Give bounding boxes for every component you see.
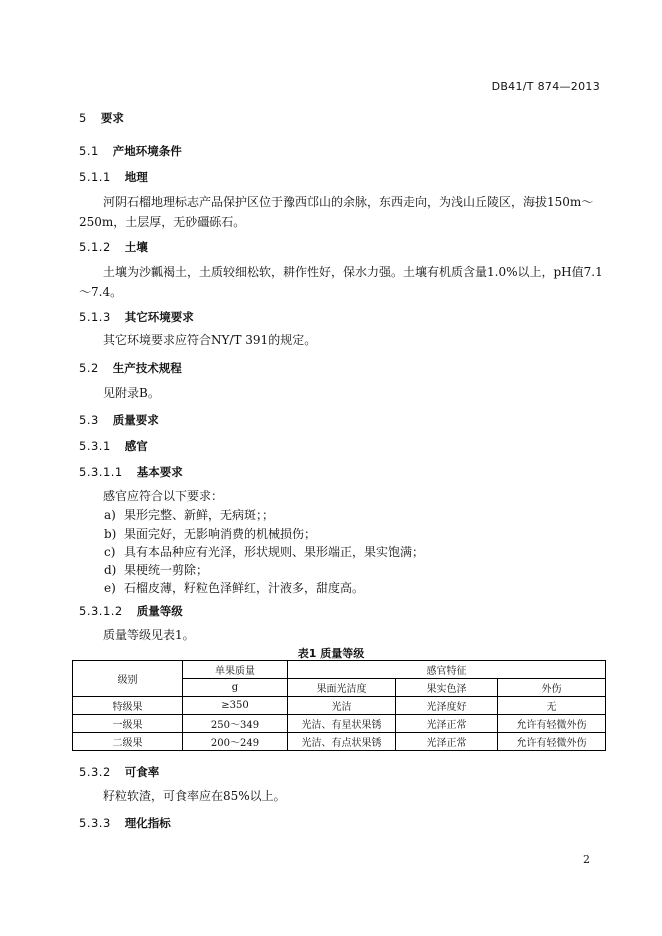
header-weight-unit: g	[183, 679, 288, 697]
header-gloss: 果面光洁度	[288, 679, 396, 697]
list-item	[104, 543, 424, 560]
list-item	[104, 525, 316, 542]
table-row	[73, 715, 606, 733]
header-weight: 单果质量	[183, 661, 288, 679]
heading-5-3-2	[79, 764, 159, 780]
table-row	[73, 733, 606, 751]
list-text: 具有本品种应有光泽，形状规则、果形端正，果实饱满；	[124, 545, 425, 559]
heading-title: 质量等级	[136, 604, 183, 618]
cell-color: 光泽度好	[396, 697, 498, 715]
heading-5-3	[79, 412, 159, 428]
heading-title: 要求	[100, 111, 124, 125]
list-marker: c)	[104, 545, 116, 559]
list-text: 果形完整、新鲜，无病斑；；	[124, 508, 275, 522]
paragraph-grade-ref: 质量等级见表1。	[103, 628, 195, 642]
paragraph-edible-rate: 籽粒软渣，可食率应在85%以上。	[103, 789, 286, 803]
cell-grade: 一级果	[73, 715, 183, 733]
list-text: 果梗统一剪除；	[124, 563, 209, 577]
table-header-row	[73, 661, 606, 679]
paragraph-technical-regulations: 见附录B。	[103, 386, 160, 400]
cell-injury: 无	[498, 697, 606, 715]
cell-gloss: 光洁	[288, 697, 396, 715]
paragraph-other-environment: 其它环境要求应符合NY/T 391的规定。	[103, 333, 317, 347]
list-text: 果面完好，无影响消费的机械损伤；	[124, 527, 317, 541]
paragraph-soil: 土壤为沙瓤褐土，土质较细松软，耕作性好，保水力强。土壤有机质含量1.0%以上，pH值7.1 ～7.4。	[79, 265, 603, 299]
heading-number: 5.1.1	[79, 170, 111, 184]
cell-grade: 特级果	[73, 697, 183, 715]
header-sensory: 感官特征	[288, 661, 606, 679]
cell-weight: 200～249	[183, 733, 288, 751]
heading-number: 5.3.1.2	[79, 604, 123, 618]
cell-grade: 二级果	[73, 733, 183, 751]
heading-number: 5.3.1.1	[79, 465, 123, 479]
heading-title: 生产技术规程	[112, 361, 182, 375]
table-row	[73, 697, 606, 715]
cell-gloss: 光洁、有点状果锈	[288, 733, 396, 751]
list-item	[104, 506, 274, 523]
heading-number: 5.1.3	[79, 310, 111, 324]
list-item	[104, 561, 208, 578]
heading-title: 质量要求	[112, 413, 159, 427]
cell-injury: 允许有轻微外伤	[498, 733, 606, 751]
page-number: 2	[583, 853, 590, 866]
header-color: 果实色泽	[396, 679, 498, 697]
heading-title: 理化指标	[124, 816, 171, 830]
heading-number: 5.3.3	[79, 816, 111, 830]
heading-5-1-1	[79, 169, 148, 185]
paragraph-geography: 河阴石榴地理标志产品保护区位于豫西邙山的余脉，东西走向，为浅山丘陵区，海拔150m～250m，土层厚，无砂礓砾石。	[79, 195, 594, 229]
list-marker: b)	[104, 527, 117, 541]
heading-5-1	[79, 143, 182, 159]
heading-title: 感官	[124, 439, 148, 453]
heading-number: 5.2	[79, 361, 99, 375]
cell-weight: ≥350	[183, 697, 288, 715]
header-injury: 外伤	[498, 679, 606, 697]
heading-number: 5.3.2	[79, 765, 111, 779]
cell-color: 光泽正常	[396, 715, 498, 733]
heading-title: 地理	[124, 170, 148, 184]
heading-title: 土壤	[124, 240, 148, 254]
heading-5-3-1-1	[79, 464, 183, 480]
cell-weight: 250～349	[183, 715, 288, 733]
heading-5-1-2	[79, 239, 148, 255]
heading-number: 5.1.2	[79, 240, 111, 254]
heading-number: 5.1	[79, 144, 99, 158]
heading-5-3-1-2	[79, 603, 183, 619]
header-grade: 级别	[73, 661, 183, 697]
cell-injury: 允许有轻微外伤	[498, 715, 606, 733]
cell-color: 光泽正常	[396, 733, 498, 751]
heading-number: 5.3	[79, 413, 99, 427]
heading-title: 产地环境条件	[112, 144, 182, 158]
list-marker: d)	[104, 563, 117, 577]
list-item	[104, 579, 364, 596]
heading-5-3-1	[79, 438, 148, 454]
paragraph-sensory-intro: 感官应符合以下要求：	[103, 489, 224, 503]
document-code: DB41/T 874—2013	[491, 80, 600, 93]
heading-5	[79, 110, 124, 126]
heading-5-3-3	[79, 815, 171, 831]
quality-grade-table	[72, 660, 606, 751]
heading-number: 5	[79, 111, 87, 125]
list-text: 石榴皮薄，籽粒色泽鲜红，汁液多，甜度高。	[124, 581, 365, 595]
heading-5-1-3	[79, 309, 194, 325]
heading-5-2	[79, 360, 182, 376]
heading-title: 可食率	[124, 765, 160, 779]
heading-number: 5.3.1	[79, 439, 111, 453]
heading-title: 基本要求	[136, 465, 183, 479]
table-caption: 表1 质量等级	[297, 647, 365, 660]
heading-title: 其它环境要求	[124, 310, 194, 324]
cell-gloss: 光洁、有星状果锈	[288, 715, 396, 733]
list-marker: e)	[104, 581, 116, 595]
list-marker: a)	[104, 508, 116, 522]
